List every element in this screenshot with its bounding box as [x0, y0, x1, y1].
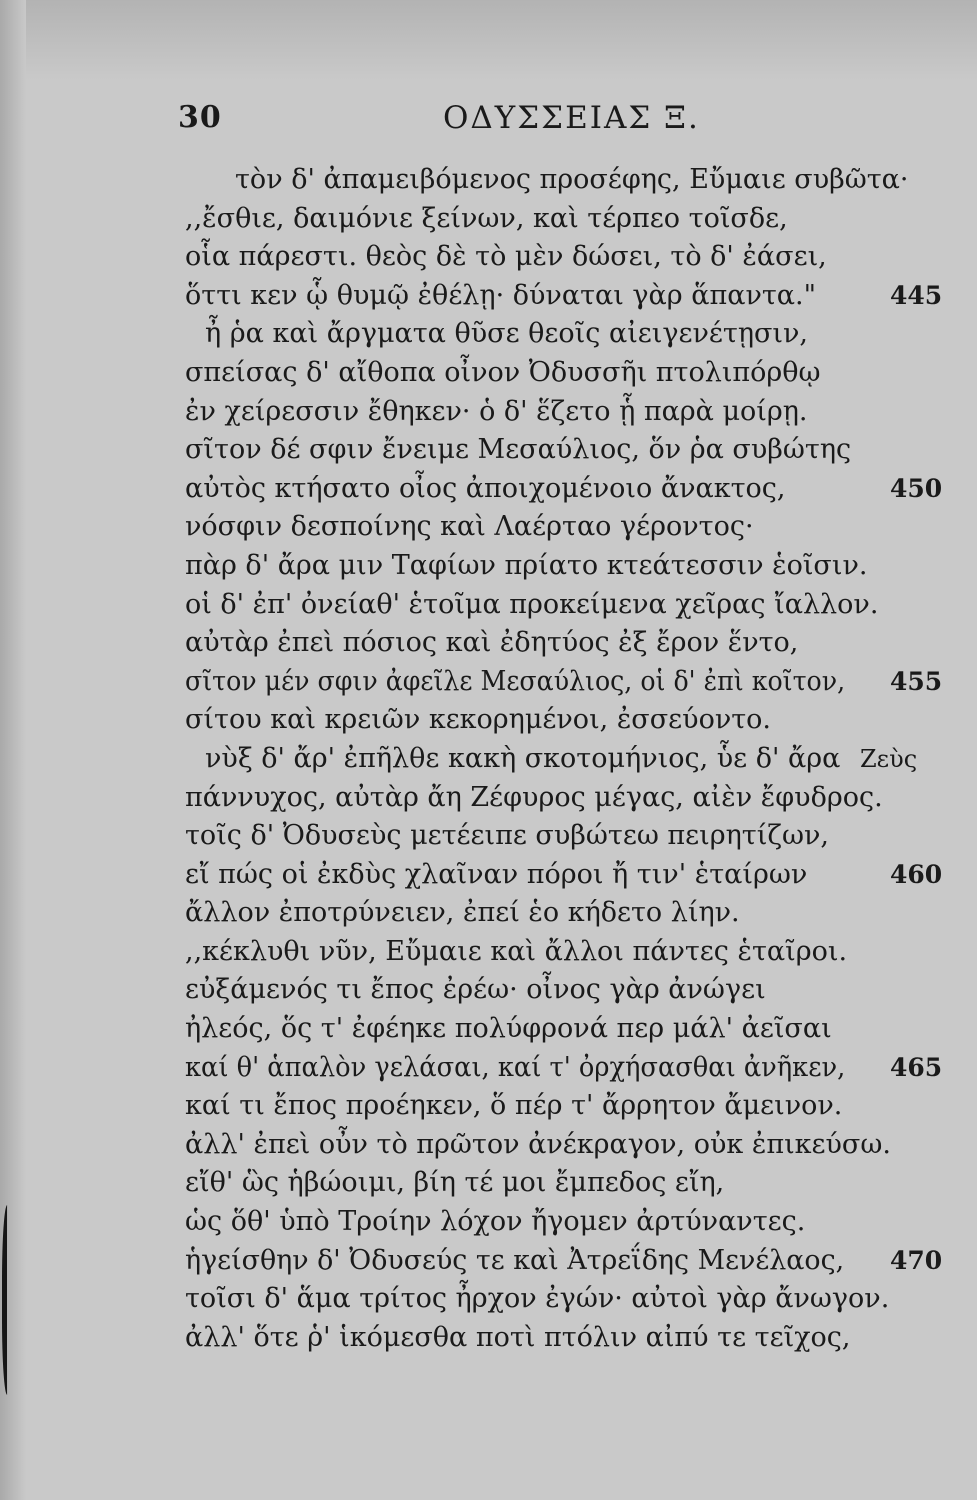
verse-text: νόσφιν δεσποίνης καὶ Λαέρταο γέροντος·	[185, 511, 754, 543]
verse-line	[0, 1242, 977, 1281]
verse-line	[0, 547, 977, 586]
verse-text: καί θ' ἁπαλὸν γελάσαι, καί τ' ὀρχήσασθαι ἀνῆκεν,	[185, 1051, 846, 1083]
verse-line	[0, 779, 977, 818]
verse-text: ἀλλ' ὅτε ῥ' ἱκόμεσθα ποτὶ πτόλιν αἰπύ τε τεῖχος,	[185, 1321, 851, 1353]
line-number: 450	[890, 473, 943, 503]
verse-line	[0, 315, 977, 354]
verse-line	[0, 470, 977, 509]
verse-line	[0, 1010, 977, 1049]
verse-text: τοῖσι δ' ἅμα τρίτος ἦρχον ἐγών· αὐτοὶ γὰρ ἄνωγον.	[185, 1283, 890, 1315]
line-number: 460	[890, 859, 943, 889]
verse-text: σῖτον μέν σφιν ἀφεῖλε Μεσαύλιος, οἱ δ' ἐπὶ κοῖτον,	[185, 665, 846, 697]
verse-line	[0, 663, 977, 702]
verse-line	[0, 161, 977, 200]
verse-text: εἴ πώς οἱ ἐκδὺς χλαῖναν πόροι ἤ τιν' ἑταίρων	[185, 858, 808, 890]
line-number: 465	[890, 1052, 943, 1082]
verse-line	[0, 200, 977, 239]
verse-line	[0, 1319, 977, 1358]
verse-line	[0, 971, 977, 1010]
verse-text: ὡς ὅθ' ὑπὸ Τροίην λόχον ἤγομεν ἀρτύναντες.	[185, 1206, 806, 1238]
line-number: 445	[890, 280, 943, 310]
verse-text: σπείσας δ' αἴθοπα οἶνον Ὀδυσσῆι πτολιπόρθῳ	[185, 356, 821, 388]
verse-text: ἐν χείρεσσιν ἔθηκεν· ὁ δ' ἕζετο ᾗ παρὰ μοίρῃ.	[185, 395, 808, 427]
verse-text: νὺξ δ' ἄρ' ἐπῆλθε κακὴ σκοτομήνιος, ὗε δ' ἄρα	[205, 742, 841, 774]
verse-line	[0, 1087, 977, 1126]
verse-text: εὐξάμενός τι ἔπος ἐρέω· οἶνος γὰρ ἀνώγει	[185, 974, 766, 1006]
verse-line	[0, 277, 977, 316]
verse-line	[0, 1126, 977, 1165]
verse-text: πάννυχος, αὐτὰρ ἄη Ζέφυρος μέγας, αἰὲν ἔφυδρος.	[185, 781, 883, 813]
running-title: ΟΔΥΣΣΕΙΑΣ Ξ.	[443, 100, 700, 136]
verse-line	[0, 508, 977, 547]
verse-text: ,,κέκλυθι νῦν, Εὔμαιε καὶ ἄλλοι πάντες ἑταῖροι.	[185, 935, 848, 967]
verse-line	[0, 238, 977, 277]
verse-text: ἦ ῥα καὶ ἄργματα θῦσε θεοῖς αἰειγενέτῃσιν,	[205, 318, 809, 350]
verse-text: αὐτὰρ ἐπεὶ πόσιος καὶ ἐδητύος ἐξ ἔρον ἕντο,	[185, 627, 799, 659]
verse-text: καί τι ἔπος προέηκεν, ὅ πέρ τ' ἄρρητον ἄμεινον.	[185, 1090, 843, 1122]
verse-text: πὰρ δ' ἄρα μιν Ταφίων πρίατο κτεάτεσσιν ἑοῖσιν.	[185, 549, 868, 581]
line-number: 470	[890, 1245, 943, 1275]
verse-text: ἄλλον ἐποτρύνειεν, ἐπεί ἑο κήδετο λίην.	[185, 897, 740, 929]
verse-line	[0, 933, 977, 972]
verse-text: ὅττι κεν ᾧ θυμῷ ἐθέλῃ· δύναται γὰρ ἅπαντα."	[185, 279, 817, 311]
verse-overflow-word: Ζεὺς	[860, 744, 918, 773]
line-number: 455	[890, 666, 943, 696]
verse-line	[0, 1280, 977, 1319]
verse-line	[0, 817, 977, 856]
verse-line	[0, 701, 977, 740]
verse-line	[0, 431, 977, 470]
verse-text: αὐτὸς κτήσατο οἶος ἀποιχομένοιο ἄνακτος,	[185, 472, 786, 504]
verse-text: τὸν δ' ἀπαμειβόμενος προσέφης, Εὔμαιε συβῶτα·	[235, 164, 909, 195]
verse-line	[0, 856, 977, 895]
verse-line	[0, 354, 977, 393]
verse-line	[0, 1049, 977, 1088]
page-number: 30	[178, 100, 222, 135]
verse-block	[0, 161, 977, 1357]
verse-text: ,,ἔσθιε, δαιμόνιε ξείνων, καὶ τέρπεο τοῖσδε,	[185, 202, 788, 234]
verse-line	[0, 740, 977, 779]
verse-line	[0, 586, 977, 625]
verse-text: οἷα πάρεστι. θεὸς δὲ τὸ μὲν δώσει, τὸ δ' ἐάσει,	[185, 241, 827, 273]
verse-text: ἡγείσθην δ' Ὀδυσεύς τε καὶ Ἀτρεΐδης Μενέλαος,	[185, 1244, 845, 1276]
verse-line	[0, 1164, 977, 1203]
verse-line	[0, 1203, 977, 1242]
verse-text: ἀλλ' ἐπεὶ οὖν τὸ πρῶτον ἀνέκραγον, οὐκ ἐπικεύσω.	[185, 1128, 891, 1160]
verse-text: σίτου καὶ κρειῶν κεκορημένοι, ἐσσεύοντο.	[185, 704, 772, 736]
verse-text: εἴθ' ὣς ἡβώοιμι, βίη τέ μοι ἔμπεδος εἴη,	[185, 1167, 725, 1199]
verse-text: ἠλεός, ὅς τ' ἐφέηκε πολύφρονά περ μάλ' ἀεῖσαι	[185, 1013, 832, 1045]
verse-line	[0, 624, 977, 663]
verse-text: σῖτον δέ σφιν ἔνειμε Μεσαύλιος, ὅν ῥα συβώτης	[185, 434, 852, 466]
verse-line	[0, 393, 977, 432]
verse-line	[0, 894, 977, 933]
verse-text: οἱ δ' ἐπ' ὀνείαθ' ἑτοῖμα προκείμενα χεῖρας ἴαλλον.	[185, 588, 879, 620]
verse-text: τοῖς δ' Ὀδυσεὺς μετέειπε συβώτεω πειρητίζων,	[185, 820, 829, 852]
